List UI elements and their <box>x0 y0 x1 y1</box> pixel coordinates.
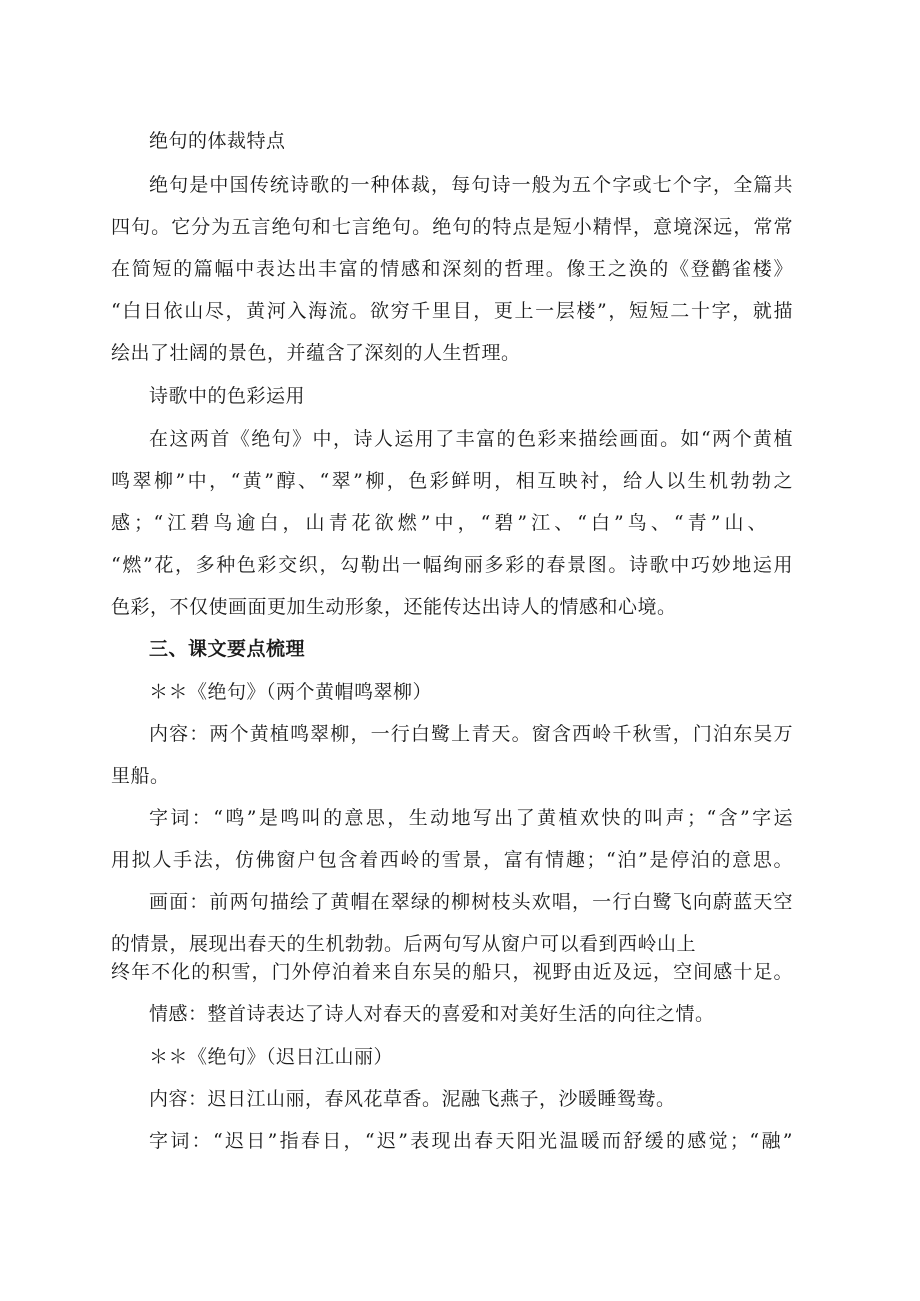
paragraph-line: “白日依山尽，黄河入海流。欲穷千里目，更上一层楼”，短短二十字，就描 <box>111 300 793 322</box>
paragraph-line: 在简短的篇幅中表达出丰富的情感和深刻的哲理。像王之涣的《登鹳雀楼》 <box>111 258 793 280</box>
heading-color-usage: 诗歌中的色彩运用 <box>149 385 306 407</box>
paragraph-line: 情感：整首诗表达了诗人对春天的喜爱和对美好生活的向往之情。 <box>149 1003 715 1025</box>
paragraph-line: “燃”花，多种色彩交织，勾勒出一幅绚丽多彩的春景图。诗歌中巧妙地运用 <box>111 554 793 576</box>
paragraph-line: 的情景，展现出春天的生机勃勃。后两句写从窗户可以看到西岭山上 <box>111 933 697 955</box>
paragraph-line: 画面：前两句描绘了黄帽在翠绿的柳树枝头欢唱，一行白鹭飞向蔚蓝天空 <box>149 891 793 913</box>
section-heading: 三、课文要点梳理 <box>149 638 306 660</box>
paragraph-line: 字词：“鸣”是鸣叫的意思，生动地写出了黄植欢快的叫声；“含”字运 <box>149 807 793 829</box>
poem-heading-2: ＊＊《绝句》（迟日江山丽） <box>149 1046 394 1068</box>
paragraph-line: 四句。它分为五言绝句和七言绝句。绝句的特点是短小精悍，意境深远，常常 <box>111 216 793 238</box>
paragraph-line: 内容：迟日江山丽，春风花草香。泥融飞燕子，沙暖睡鸳鸯。 <box>149 1088 676 1110</box>
paragraph-line: 用拟人手法，仿佛窗户包含着西岭的雪景，富有情趣；“泊”是停泊的意思。 <box>111 849 793 871</box>
paragraph-line: 终年不化的积雪，门外停泊着来自东吴的船只，视野由近及远，空间感十足。 <box>111 961 793 983</box>
paragraph-line: 鸣翠柳”中，“黄”醇、“翠”柳，色彩鲜明，相互映衬，给人以生机勃勃之 <box>111 470 793 492</box>
paragraph-line: 在这两首《绝句》中，诗人运用了丰富的色彩来描绘画面。如“两个黄植 <box>149 428 793 450</box>
paragraph-line: 绝句是中国传统诗歌的一种体裁，每句诗一般为五个字或七个字，全篇共 <box>149 174 793 196</box>
poem-heading-1: ＊＊《绝句》（两个黄帽鸣翠柳） <box>149 681 433 703</box>
paragraph-line: 字词：“迟日”指春日，“迟”表现出春天阳光温暖而舒缓的感觉；“融” <box>149 1130 793 1152</box>
paragraph-line: 里船。 <box>111 765 170 787</box>
paragraph-line: 绘出了壮阔的景色，并蕴含了深刻的人生哲理。 <box>111 342 521 364</box>
paragraph-line: 感；“江碧鸟逾白，山青花欲燃”中，“碧”江、“白”鸟、“青”山、 <box>111 512 767 534</box>
paragraph-line: 内容：两个黄植鸣翠柳，一行白鹭上青天。窗含西岭千秋雪，门泊东吴万 <box>149 723 793 745</box>
paragraph-line: 色彩，不仅使画面更加生动形象，还能传达出诗人的情感和心境。 <box>111 596 677 618</box>
heading-genre-features: 绝句的体裁特点 <box>149 130 286 152</box>
